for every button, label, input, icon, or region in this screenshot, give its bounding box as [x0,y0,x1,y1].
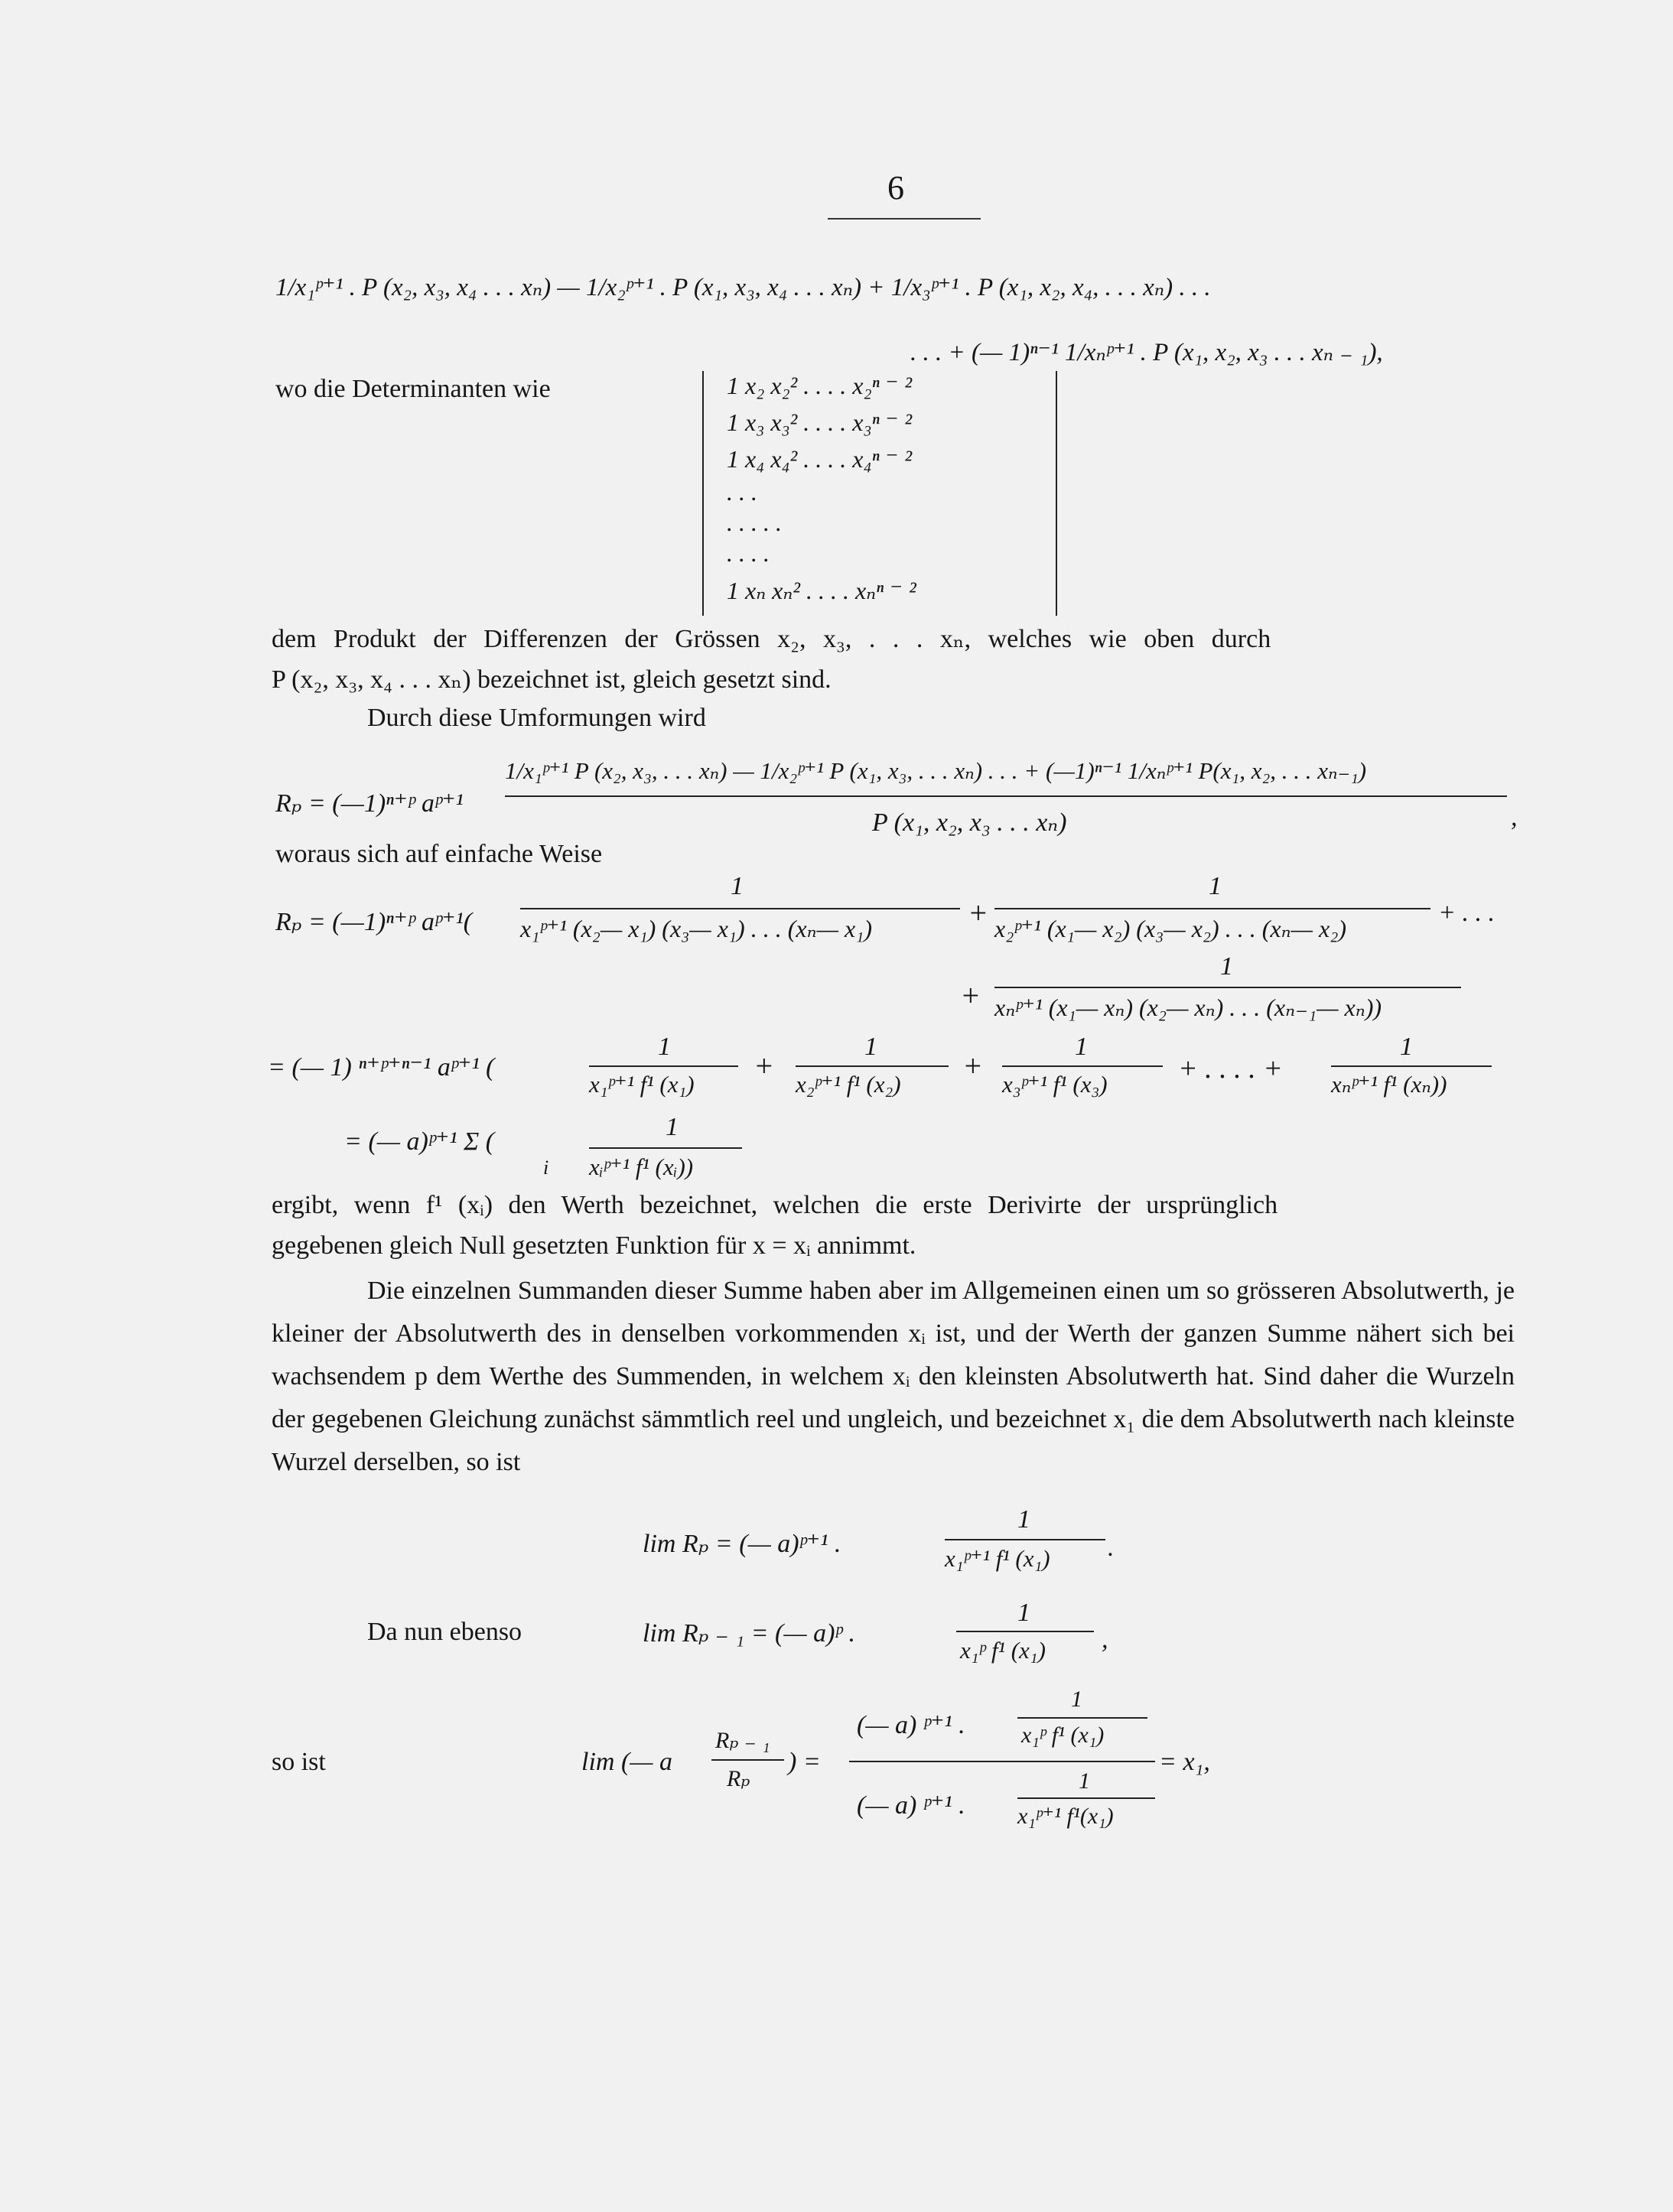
fraction-bar [1017,1797,1155,1799]
fraction-bar [711,1759,784,1761]
fraction-bar [945,1539,1105,1540]
rp4-den: xᵢᵖ⁺¹ f¹ (xᵢ)) [589,1153,694,1180]
lim3-inner-num: Rₚ ₋ ₁ [715,1728,770,1753]
fraction-bar [1017,1717,1147,1719]
lim3-rhs: = x₁, [1159,1748,1210,1776]
fraction-bar [796,1065,949,1067]
fraction-bar [520,908,960,909]
lim3-num-frac-num: 1 [1071,1687,1082,1712]
determinant-row: 1 x₂ x₂² . . . . x₂ⁿ ⁻ ² [727,372,913,399]
equation-sum-line-1: 1/x₁ᵖ⁺¹ . P (x₂, x₃, x₄ . . . xₙ) — 1/x₂ᵖ⁺¹ . P (x₁, x₃, x₄ . . . xₙ) + 1/x₃ᵖ⁺¹ . P (x₁, x₂, x₄, . . . xₙ) . . . [275,274,1211,301]
rp-lhs: Rₚ = (—1)ⁿ⁺ᵖ aᵖ⁺¹ [275,789,464,818]
determinant-row: 1 x₃ x₃² . . . . x₃ⁿ ⁻ ² [727,408,913,436]
paragraph-line: ergibt, wenn f¹ (xᵢ) den Werth bezeichnet, welchen die erste Derivirte der ursprünglich [272,1191,1278,1219]
rp2-term2-num: 1 [1209,872,1222,900]
rp2-tail: + . . . [1438,899,1495,927]
paragraph-line: woraus sich auf einfache Weise [275,840,603,868]
rp2-term3-den: xₙᵖ⁺¹ (x₁— xₙ) (x₂— xₙ) . . . (xₙ₋₁— xₙ)) [994,994,1382,1021]
rp2-lhs: Rₚ = (—1)ⁿ⁺ᵖ aᵖ⁺¹( [275,908,473,936]
plus-sign: + [968,896,988,930]
determinant-row: 1 x₄ x₄² . . . . x₄ⁿ ⁻ ² [727,445,913,473]
rp3-term-num: 1 [1075,1033,1088,1061]
lim3-inner-den: Rₚ [727,1766,750,1791]
fraction-bar [994,908,1431,909]
paragraph: Die einzelnen Summanden dieser Summe haben aber im Allgemeinen einen um so grösseren Absolutwerth, je kleiner der Absolutwerth des in denselben vorkommenden xᵢ ist, und der Werth der ganzen Summe nähert sich bei wachsendem p dem Werthe des Summenden, in welchem xᵢ den kleinsten Absolutwerth hat. Sind daher die Wurzeln der gegebenen Gleichung zunächst sämmtlich reel und ungleich, und bezeichnet x₁ die dem Absolutwerth nach kleinste Wurzel derselben, so ist [272,1277,1515,1476]
fraction-bar [994,987,1461,988]
rp3-lhs: = (— 1) ⁿ⁺ᵖ⁺ⁿ⁻¹ aᵖ⁺¹ ( [268,1053,495,1082]
lim3-eq: ) = [788,1748,821,1776]
fraction-bar [849,1761,1155,1762]
paragraph-line: dem Produkt der Differenzen der Grössen x₂, x₃, . . . xₙ, welches wie oben durch [272,625,1271,653]
rp2-term1-num: 1 [731,872,744,900]
lim3-den-frac-den: x₁ᵖ⁺¹ f¹(x₁) [1017,1804,1114,1829]
fraction-bar [589,1065,738,1067]
determinant-matrix [702,371,1057,616]
lim1-lhs: lim Rₚ = (— a)ᵖ⁺¹ . [643,1530,841,1558]
lim3-intro: so ist [272,1748,326,1776]
determinant-row: 1 xₙ xₙ² . . . . xₙⁿ ⁻ ² [727,577,916,604]
rp4-lhs: = (— a)ᵖ⁺¹ Σ ( [344,1127,495,1156]
determinant-intro: wo die Determinanten wie [275,375,551,403]
page-number-rule [828,218,981,220]
fraction-bar [1002,1065,1163,1067]
rp3-term-den: x₃ᵖ⁺¹ f¹ (x₃) [1002,1071,1108,1098]
fraction-bar [956,1631,1094,1632]
rp2-term2-den: x₂ᵖ⁺¹ (x₁— x₂) (x₃— x₂) . . . (xₙ— x₂) [994,915,1346,942]
paragraph-line: Durch diese Umformungen wird [367,704,706,732]
lim3-num-pre: (— a) ᵖ⁺¹ . [857,1711,965,1739]
determinant-row: . . . . . [727,509,782,536]
lim2-lhs: lim Rₚ ₋ ₁ = (— a)ᵖ . [643,1619,856,1648]
plus-sign: + [960,978,981,1013]
lim2-end: , [1102,1625,1108,1654]
rp3-term-num: 1 [1400,1033,1413,1061]
lim1-end: . [1108,1534,1115,1562]
plus-sign: + . . . . + [1178,1052,1283,1085]
paragraph-line: P (x₂, x₃, x₄ . . . xₙ) bezeichnet ist, gleich gesetzt sind. [272,665,832,694]
rp3-term-num: 1 [864,1033,877,1061]
equation-sum-line-2: . . . + (— 1)ⁿ⁻¹ 1/xₙᵖ⁺¹ . P (x₁, x₂, x₃ . . . xₙ ₋ ₁), [910,339,1383,366]
lim3-den-frac-num: 1 [1079,1768,1090,1794]
rp-comma: , [1511,803,1518,831]
rp-numerator: 1/x₁ᵖ⁺¹ P (x₂, x₃, . . . xₙ) — 1/x₂ᵖ⁺¹ P (x₁, x₃, . . . xₙ) . . . + (—1)ⁿ⁻¹ 1/xₙᵖ⁺¹ P(x₁, x₂, . . . xₙ₋₁) [505,757,1367,784]
lim3-lhs: lim (— a [581,1748,672,1776]
lim3-den-pre: (— a) ᵖ⁺¹ . [857,1791,965,1820]
sum-index: i [543,1156,549,1179]
rp3-term-num: 1 [658,1033,671,1061]
rp2-term3-num: 1 [1220,952,1233,981]
rp3-term-den: xₙᵖ⁺¹ f¹ (xₙ)) [1331,1071,1447,1098]
lim1-num: 1 [1017,1505,1030,1534]
determinant-row: . . . [727,478,757,506]
lim2-num: 1 [1017,1599,1030,1627]
rp4-num: 1 [666,1113,679,1141]
determinant-row: . . . . [727,539,770,567]
lim2-intro: Da nun ebenso [367,1618,522,1646]
rp2-term1-den: x₁ᵖ⁺¹ (x₂— x₁) (x₃— x₁) . . . (xₙ— x₁) [520,915,872,942]
plus-sign: + [754,1049,774,1083]
rp3-term-den: x₁ᵖ⁺¹ f¹ (x₁) [589,1071,695,1098]
rp-denominator: P (x₁, x₂, x₃ . . . xₙ) [872,808,1067,837]
fraction-bar [505,795,1507,797]
plus-sign: + [962,1049,983,1083]
page-number: 6 [887,169,904,207]
fraction-bar [589,1147,742,1149]
rp3-term-den: x₂ᵖ⁺¹ f¹ (x₂) [796,1071,901,1098]
lim1-den: x₁ᵖ⁺¹ f¹ (x₁) [945,1545,1050,1572]
lim2-den: x₁ᵖ f¹ (x₁) [960,1637,1046,1664]
lim3-num-frac-den: x₁ᵖ f¹ (x₁) [1021,1722,1105,1748]
paragraph-line: gegebenen gleich Null gesetzten Funktion für x = xᵢ annimmt. [272,1231,916,1260]
fraction-bar [1331,1065,1492,1067]
